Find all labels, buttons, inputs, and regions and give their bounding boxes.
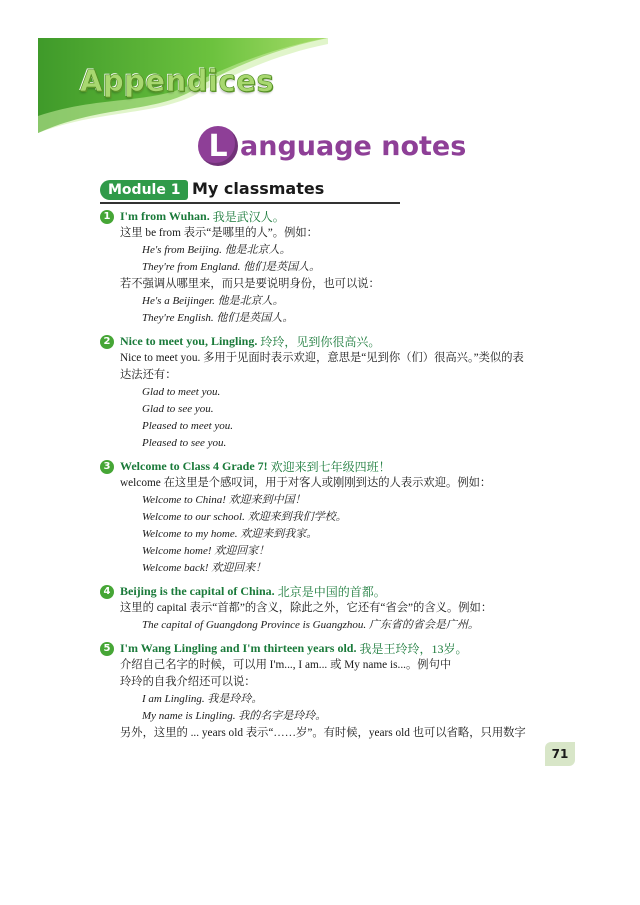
note-heading-english: Welcome to Class 4 Grade 7! <box>120 459 268 473</box>
note-1 <box>100 208 560 327</box>
note-heading-english: Nice to meet you, Lingling. <box>120 334 258 348</box>
note-text: 介绍自己名字的时候，可以用 I'm..., I am... 或 My name is...。例句中 <box>120 659 452 671</box>
note-5 <box>100 640 560 742</box>
note-example: He's a Beijinger. 他是北京人。 <box>142 295 284 307</box>
note-example: He's from Beijing. 他是北京人。 <box>142 244 291 256</box>
note-heading-english: I'm Wang Lingling and I'm thirteen years old. <box>120 641 357 655</box>
note-example: The capital of Guangdong Province is Guangzhou. 广东省的省会是广州。 <box>142 619 479 631</box>
note-3 <box>100 458 560 577</box>
note-example: Glad to meet you. <box>142 386 221 398</box>
section-title-initial: L <box>198 126 238 166</box>
note-example: Welcome to my home. 欢迎来到我家。 <box>142 528 318 540</box>
note-heading-chinese: 我是王玲玲，13岁。 <box>359 642 468 656</box>
note-number-icon: 5 <box>100 642 114 656</box>
note-text: 这里的 capital 表示“首都”的含义，除此之外，它还有“省会”的含义。例如： <box>120 602 493 614</box>
note-heading-chinese: 欢迎来到七年级四班！ <box>270 460 391 474</box>
note-text: 若不强调从哪里来，而只是要说明身份，也可以说： <box>120 278 380 290</box>
note-heading <box>100 458 560 475</box>
page-number: 71 <box>545 742 575 766</box>
note-number-icon: 1 <box>100 210 114 224</box>
note-text: 达法还有： <box>120 369 177 381</box>
note-text: welcome 在这里是个感叹词，用于对客人或刚刚到达的人表示欢迎。例如： <box>120 477 492 489</box>
note-text: 玲玲的自我介绍还可以说： <box>120 676 256 688</box>
note-example: Glad to see you. <box>142 403 214 415</box>
note-example: Welcome to our school. 欢迎来到我们学校。 <box>142 511 347 523</box>
note-example: Pleased to see you. <box>142 437 227 449</box>
note-example: They're from England. 他们是英国人。 <box>142 261 321 273</box>
note-text: 另外，这里的 ... years old 表示“……岁”。有时候，years old 也可以省略，只用数字 <box>120 727 526 739</box>
note-heading <box>100 208 560 225</box>
note-4 <box>100 583 560 634</box>
note-example: Welcome back! 欢迎回来！ <box>142 562 267 574</box>
note-heading <box>100 333 560 350</box>
note-heading-english: I'm from Wuhan. <box>120 209 210 223</box>
note-example: Welcome home! 欢迎回家！ <box>142 545 270 557</box>
note-heading-chinese: 北京是中国的首都。 <box>277 585 386 599</box>
note-example: My name is Lingling. 我的名字是玲玲。 <box>142 710 327 722</box>
section-title <box>198 124 466 168</box>
note-example: Pleased to meet you. <box>142 420 234 432</box>
note-number-icon: 4 <box>100 585 114 599</box>
note-number-icon: 3 <box>100 460 114 474</box>
module-title: My classmates <box>192 179 325 198</box>
notes-list <box>100 208 560 748</box>
module-badge: Module 1 <box>100 180 188 200</box>
note-example: Welcome to China! 欢迎来到中国！ <box>142 494 306 506</box>
note-text: Nice to meet you. 多用于见面时表示欢迎，意思是“见到你（们）很高兴。”类似的表 <box>120 352 524 364</box>
section-title-text: anguage notes <box>240 130 467 162</box>
note-number-icon: 2 <box>100 335 114 349</box>
note-heading-chinese: 玲玲，见到你很高兴。 <box>260 335 381 349</box>
note-heading <box>100 583 560 600</box>
module-header <box>100 180 400 204</box>
note-2 <box>100 333 560 452</box>
note-heading-chinese: 我是武汉人。 <box>212 210 285 224</box>
note-heading-english: Beijing is the capital of China. <box>120 584 275 598</box>
note-heading <box>100 640 560 657</box>
note-example: I am Lingling. 我是玲玲。 <box>142 693 263 705</box>
note-text: 这里 be from 表示“是哪里的人”。例如： <box>120 227 318 239</box>
appendices-title: Appendices <box>80 64 275 98</box>
note-example: They're English. 他们是英国人。 <box>142 312 294 324</box>
